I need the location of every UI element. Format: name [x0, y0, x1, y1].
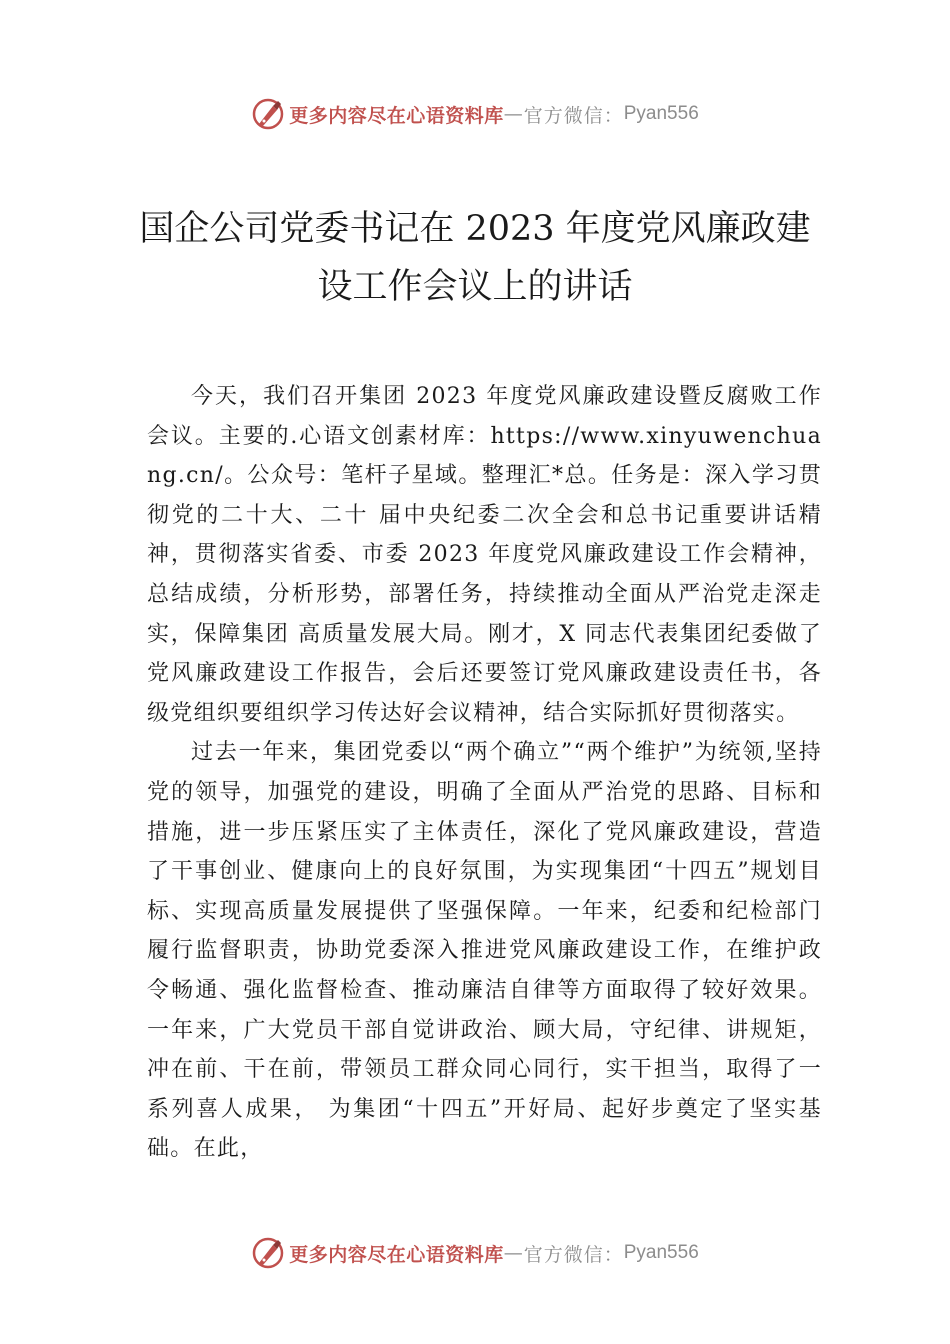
body-paragraph-1: 今天，我们召开集团 2023 年度党风廉政建设暨反腐败工作会议。主要的.心语文创素材库：https://www.xinyuwenchuang.cn/。公众号：笔杆子星域。整理汇*总。任务是：深入学习贯彻党的二十大、二十 届中央纪委二次全会和总书记重要讲话精神，贯彻落实省委、市委 2023 年度党风廉政建设工作会精神，总结成绩，分析形势，部署任务，持续推动全面从严治党走深走实，保障集团 高质量发展大局。刚才，X 同志代表集团纪委做了党风廉政建设工作报告，会后还要签订党风廉政建设责任书，各级党组织要组织学习传达好会议精神，结合实际抓好贯彻落实。: [147, 384, 822, 726]
body-paragraph-2: 过去一年来，集团党委以“两个确立”“两个维护”为统领,坚持党的领导，加强党的建设，明确了全面从严治党的思路、目标和措施，进一步压紧压实了主体责任，深化了党风廉政建设，营造了干事创业、健康向上的良好氛围，为实现集团“十四五”规划目标、实现高质量发展提供了坚强保障。一年来，纪委和纪检部门履行监督职责，协助党委深入推进党风廉政建设工作，在维护政令畅通、强化监督检查、推动廉洁自律等方面取得了较好效果。一年来，广大党员干部自觉讲政治、顾大局，守纪律、讲规矩，冲在前、干在前，带领员工群众同心同行，实干担当，取得了一系列喜人成果， 为集团“十四五”开好局、起好步奠定了坚实基础。在此，: [147, 740, 822, 1162]
banner-dash: —: [503, 103, 524, 125]
banner-dash: —: [503, 1242, 524, 1264]
pen-nib-logo-icon: [251, 1236, 285, 1270]
banner-wechat-id: Pyan556: [623, 103, 699, 124]
banner-wechat-id: Pyan556: [623, 1242, 699, 1263]
banner-site-text: 更多内容尽在心语资料库: [289, 1243, 504, 1266]
footer-banner: [0, 1233, 950, 1273]
header-banner: [0, 94, 950, 134]
pen-nib-logo-icon: [251, 97, 285, 131]
banner-wechat-label: 官方微信：: [523, 104, 624, 127]
title-line-2: 设工作会议上的讲话: [317, 267, 633, 307]
banner-wechat-label: 官方微信：: [523, 1243, 624, 1266]
title-line-1: 国企公司党委书记在 2023 年度党风廉政建: [139, 209, 811, 249]
document-title: [130, 200, 820, 316]
banner-site-text: 更多内容尽在心语资料库: [289, 104, 504, 127]
document-body: [147, 377, 822, 1169]
